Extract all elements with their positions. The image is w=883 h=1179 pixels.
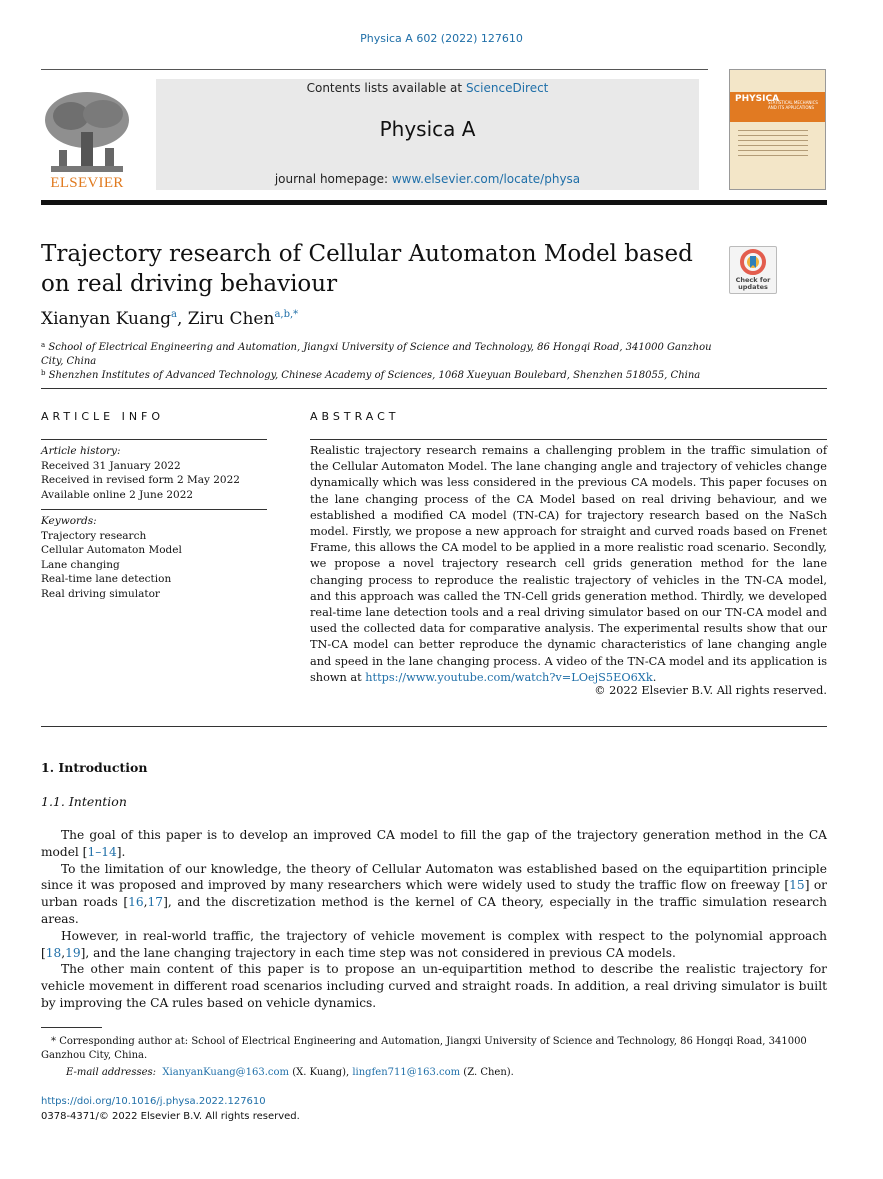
- citation-link[interactable]: 1–14: [87, 844, 117, 859]
- affiliation-mark: b: [41, 369, 46, 377]
- homepage-prefix: journal homepage:: [274, 172, 392, 186]
- abstract-text: Realistic trajectory research remains a challenging problem in the traffic simulation of the Cellular Automaton Model. The lane changing angle and trajectory of vehicles change dynamically which was less considered in the previous CA models. This paper focuses on the lane changing process of the CA Model based on real driving behaviour, and we established a modified CA model (TN-CA) for trajectory research based on the NaSch model. Firstly, we propose a new approach for straight and curved roads based on Frenet Frame, this allows the CA model to be applied in a more realistic road scenario. Secondly, we propose a novel trajectory research cell grids generation method for the lane changing process to reproduce the realistic trajectory of vehicles in the TN-CA model, and this approach was called the TN-Cell grids generation method. Thirdly, we developed real-time lane detection tools and a real driving simulator based on our TN-CA model and used the collected data for comparative analysis. The experimental results show that our TN-CA model can better reproduce the dynamic characteristics of lane changing angle and speed in the lane changing process. A video of the TN-CA model and its application is shown at: [310, 444, 827, 684]
- paragraph: [41, 928, 827, 962]
- homepage-link[interactable]: www.elsevier.com/locate/physa: [391, 172, 581, 186]
- section-heading-introduction: 1. Introduction: [41, 760, 148, 775]
- history-item: Received in revised form 2 May 2022: [41, 474, 240, 486]
- tree-foliage-right: [83, 100, 123, 128]
- intro-body: [41, 827, 827, 1012]
- author-name[interactable]: Ziru Chen: [187, 309, 275, 329]
- paragraph-text: To the limitation of our knowledge, the theory of Cellular Automaton was established based on the equipartition principle since it was proposed and improved by many researchers which were widely used to study the traffic flow on freeway [: [41, 861, 827, 893]
- citation-link[interactable]: 17: [147, 895, 164, 910]
- history-item: Received 31 January 2022: [41, 459, 181, 472]
- affiliation-mark: a: [41, 341, 46, 349]
- issn-copyright: 0378-4371/© 2022 Elsevier B.V. All rights reserved.: [41, 1111, 300, 1122]
- affiliation-rule: [41, 388, 827, 389]
- keyword-item: Trajectory research: [41, 529, 147, 542]
- citation-link[interactable]: 16: [128, 895, 144, 910]
- author-affiliation-mark[interactable]: a,b,*: [274, 309, 299, 320]
- corresponding-text: Corresponding author at: School of Electrical Engineering and Automation, Jiangxi University of Science and Technology, 86 Hongqi Road, 341000 Ganzhou City, China.: [41, 1036, 807, 1061]
- keyword-item: Real-time lane detection: [41, 573, 172, 585]
- paragraph-text: ,: [61, 945, 66, 960]
- journal-name: Physica A: [379, 117, 476, 141]
- tree-ground: [51, 166, 123, 172]
- journal-banner: [156, 79, 699, 190]
- contents-line: [156, 81, 699, 95]
- contents-prefix: Contents lists available at: [306, 81, 466, 95]
- author-separator: ,: [176, 309, 188, 329]
- paragraph-text: ].: [116, 844, 126, 859]
- corresponding-footnote: [41, 1035, 827, 1063]
- keywords: [41, 514, 267, 601]
- affiliation-text: Shenzhen Institutes of Advanced Technology, Chinese Academy of Sciences, 1068 Xueyuan Boulebard, Shenzhen 518055, China: [48, 370, 701, 381]
- author-affiliation-mark[interactable]: a: [170, 309, 177, 320]
- affiliation-b: [41, 366, 721, 383]
- sciencedirect-link[interactable]: ScienceDirect: [465, 81, 549, 95]
- history-item: Available online 2 June 2022: [41, 488, 194, 501]
- abstract-end-rule: [41, 726, 827, 727]
- abstract-text-end: .: [652, 670, 657, 684]
- cover-title: PHYSICA: [735, 94, 780, 104]
- email-label: E-mail addresses:: [66, 1067, 157, 1078]
- keyword-item: Lane changing: [41, 558, 120, 571]
- keyword-item: Real driving simulator: [41, 587, 160, 600]
- homepage-line: [156, 172, 699, 186]
- keyword-item: Cellular Automaton Model: [41, 544, 182, 556]
- citation-link[interactable]: 15: [789, 878, 805, 893]
- email-link[interactable]: XianyanKuang@163.com: [162, 1067, 290, 1078]
- cover-text-lines: [738, 130, 808, 160]
- paragraph: [41, 861, 827, 928]
- history-label: Article history:: [41, 445, 121, 457]
- header-rule: [41, 69, 708, 70]
- check-updates-label: Check for updates: [735, 276, 771, 291]
- journal-cover-thumbnail[interactable]: [729, 69, 826, 190]
- keywords-rule: [41, 509, 267, 510]
- paragraph-text: ,: [143, 895, 148, 910]
- author-name[interactable]: Xianyan Kuang: [41, 309, 171, 329]
- paragraph: [41, 827, 827, 861]
- journal-citation[interactable]: Physica A 602 (2022) 127610: [360, 32, 523, 45]
- paragraph-text: The goal of this paper is to develop an improved CA model to fill the gap of the trajectory generation method in the CA model [: [41, 828, 827, 859]
- paragraph-text: ], and the discretization method is the kernel of CA theory, especially in the traffic simulation research areas.: [41, 895, 827, 926]
- check-updates-icon: [730, 247, 776, 277]
- doi-link[interactable]: https://doi.org/10.1016/j.physa.2022.127610: [41, 1096, 266, 1107]
- article-info-heading: ARTICLE INFO: [41, 410, 165, 423]
- abstract-rule: [310, 439, 827, 440]
- paragraph-text: However, in real-world traffic, the trajectory of vehicle movement is complex with respect to the polynomial approach [: [41, 928, 827, 960]
- footnote-star: *: [51, 1036, 56, 1047]
- abstract-heading: ABSTRACT: [310, 410, 400, 423]
- footnote-rule: [41, 1027, 102, 1028]
- affiliation-a: [41, 338, 721, 369]
- subsection-heading-intention: 1.1. Intention: [41, 794, 127, 809]
- citation-link[interactable]: 19: [65, 945, 81, 960]
- figure-left: [59, 150, 67, 166]
- abstract-copyright: © 2022 Elsevier B.V. All rights reserved.: [594, 684, 827, 697]
- video-link[interactable]: https://www.youtube.com/watch?v=LOejS5EO6Xk: [365, 670, 653, 684]
- citation-link[interactable]: 18: [45, 945, 62, 960]
- header-thick-rule: [41, 200, 827, 205]
- abstract-body: [310, 443, 827, 686]
- email-owner: (X. Kuang),: [289, 1067, 353, 1078]
- email-owner: (Z. Chen).: [460, 1067, 514, 1078]
- check-for-updates-badge[interactable]: [729, 246, 777, 294]
- article-info-rule: [41, 439, 267, 440]
- paragraph-text: ], and the lane changing trajectory in each time step was not considered in previous CA models.: [80, 945, 676, 960]
- affiliation-text: School of Electrical Engineering and Automation, Jiangxi University of Science and Technology, 86 Hongqi Road, 341000 Ganzhou City, China: [41, 342, 712, 367]
- paragraph: The other main content of this paper is to propose an un-equipartition method to describe the realistic trajectory for vehicle movement in different road scenarios including curved and straight roads. In addition, a real driving simulator is built by improving the CA rules based on vehicle dynamics.: [41, 962, 827, 1010]
- email-footnote: [41, 1066, 827, 1080]
- article-title: Trajectory research of Cellular Automaton Model based on real driving behaviour: [41, 241, 693, 297]
- tree-trunk: [81, 132, 93, 168]
- elsevier-wordmark[interactable]: ELSEVIER: [50, 175, 124, 191]
- figure-right: [105, 148, 114, 166]
- author-list: [41, 309, 298, 329]
- paragraph-text: ] or urban roads [: [41, 878, 827, 910]
- cover-subtitle: STATISTICAL MECHANICS AND ITS APPLICATIONS: [768, 100, 818, 110]
- article-history: [41, 444, 267, 502]
- email-link[interactable]: lingfen711@163.com: [352, 1067, 461, 1078]
- keywords-label: Keywords:: [41, 515, 97, 527]
